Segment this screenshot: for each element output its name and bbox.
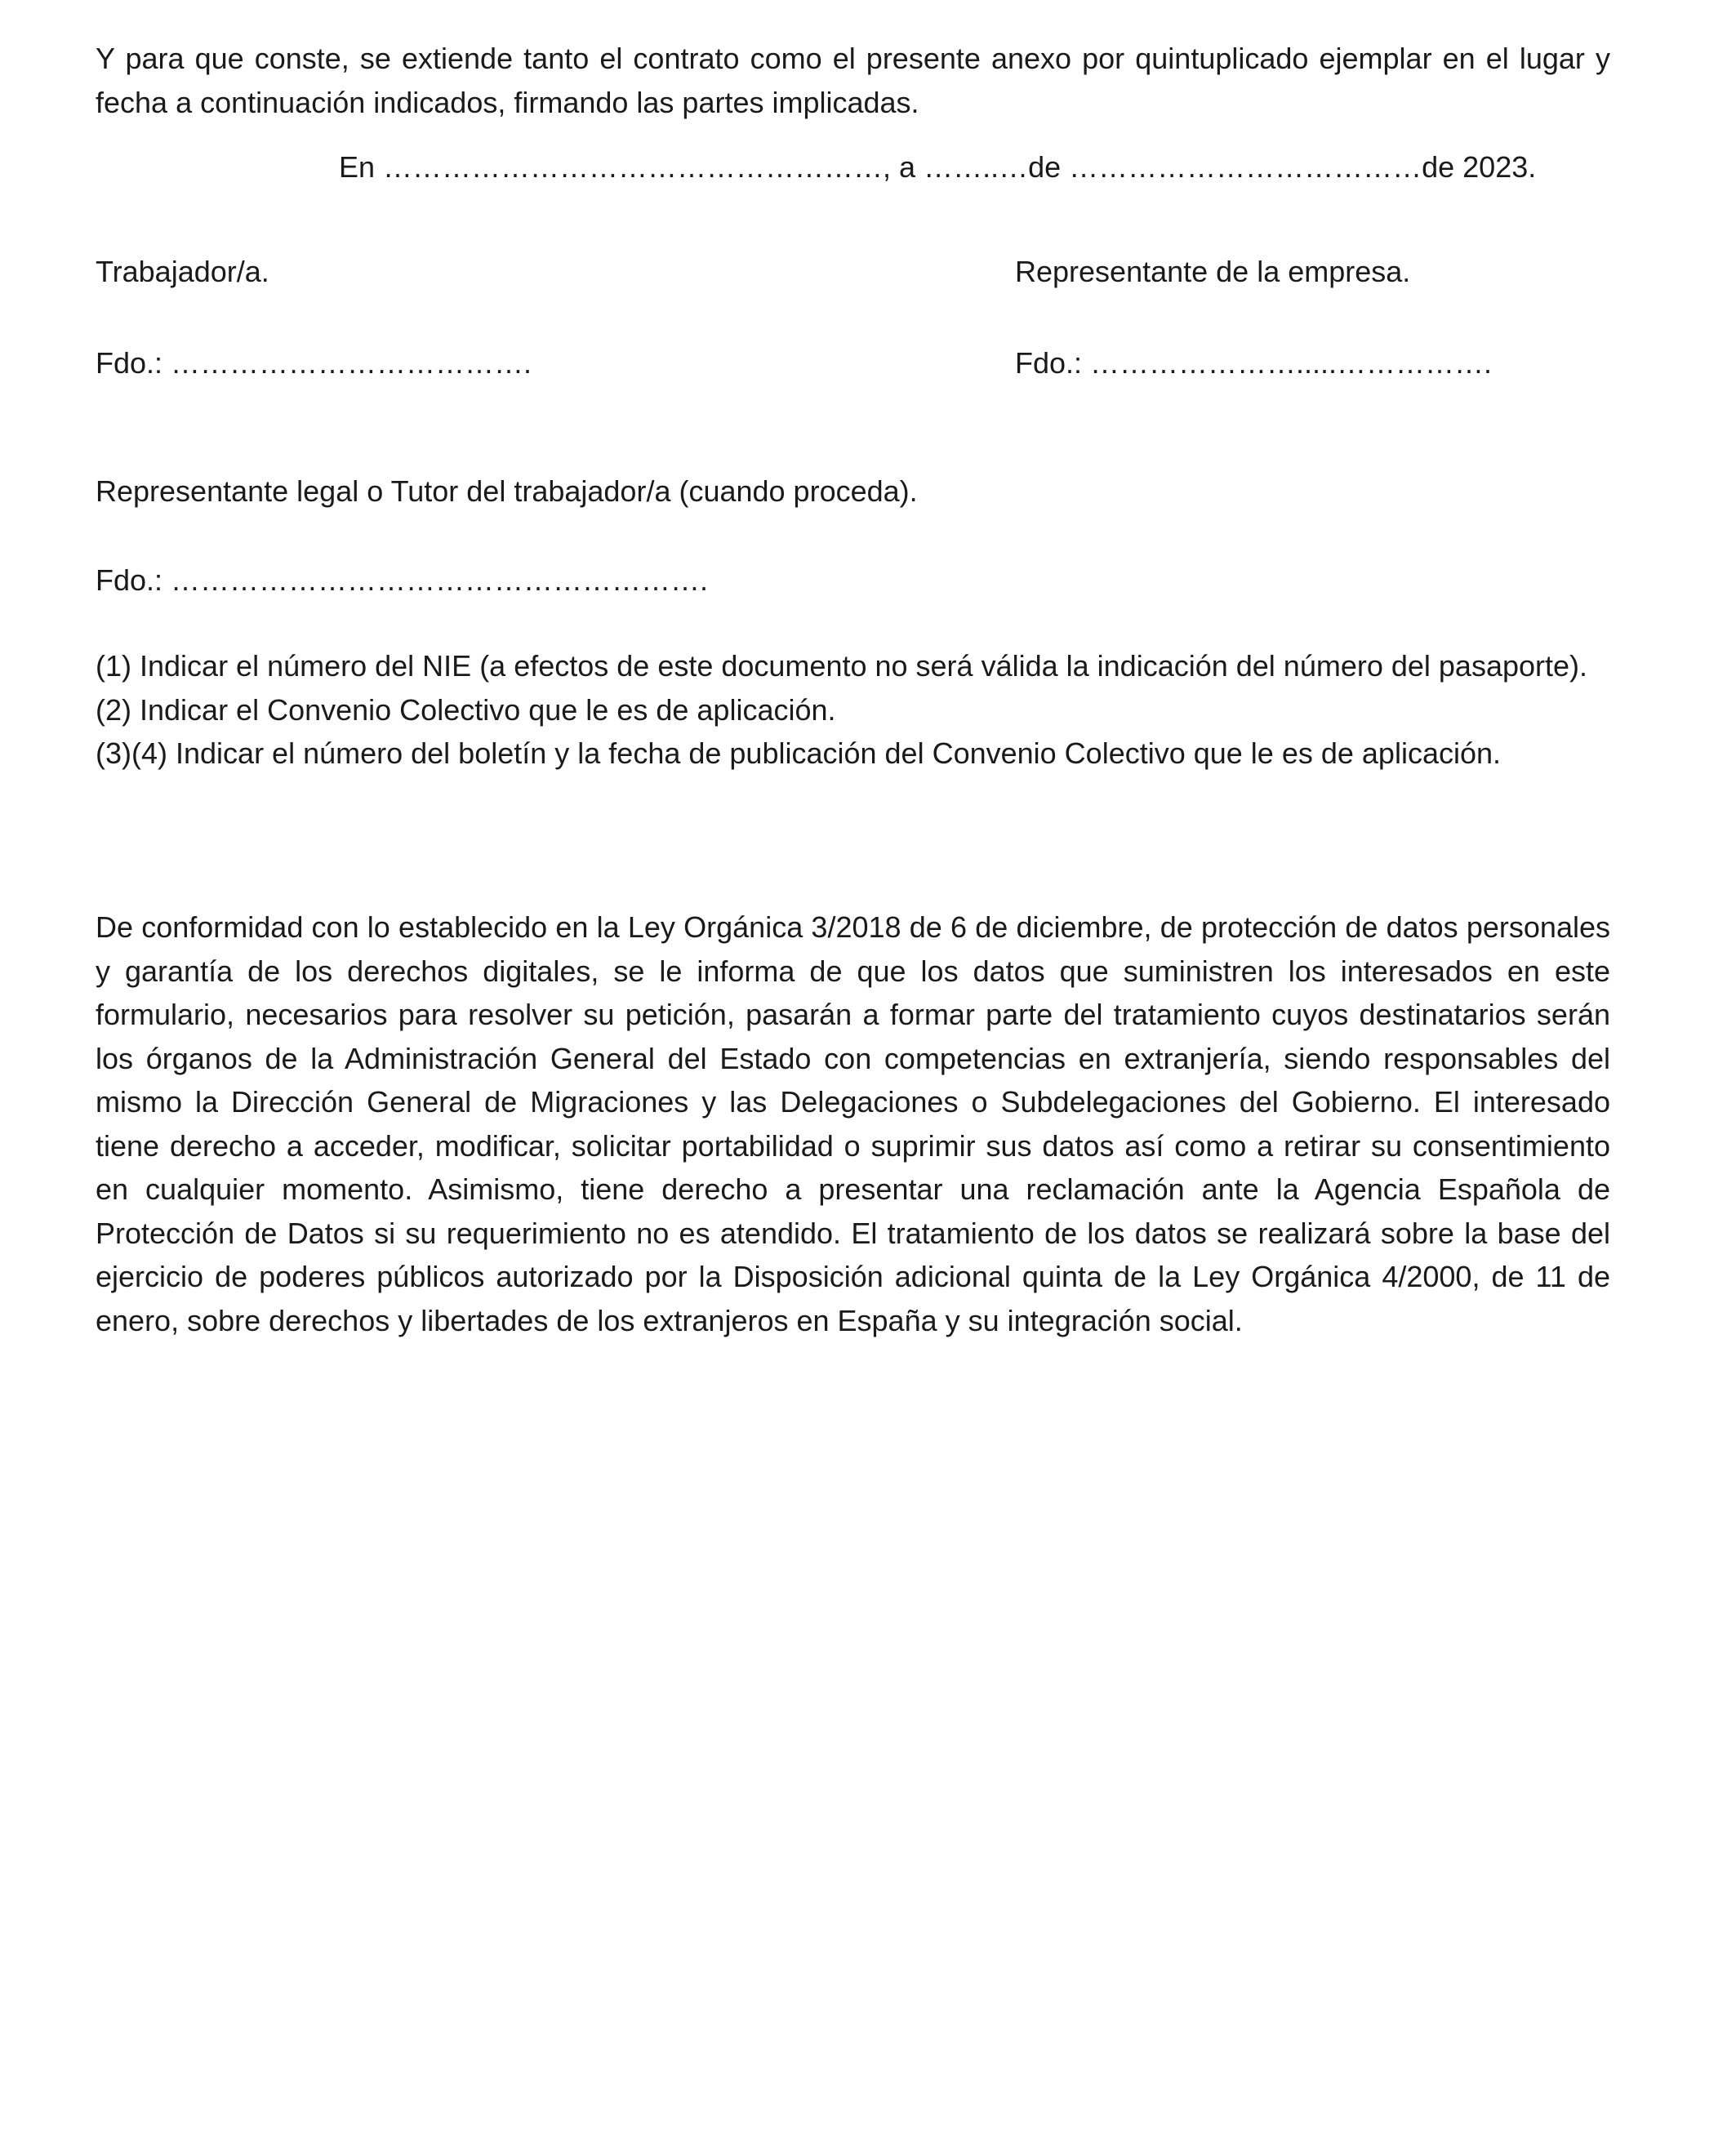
intro-paragraph: Y para que conste, se extiende tanto el contrato como el presente anexo por quintuplicado ejemplar en el lugar y fecha a continuación indicados, firmando las partes implicadas. (96, 42, 1610, 119)
legal-representative-signature-line: Fdo.: ………………………………………………. (96, 563, 709, 597)
footnote-1: (1) Indicar el número del NIE (a efectos de este documento no será válida la indicación del número del pasaporte). (96, 649, 1588, 683)
privacy-notice-paragraph: De conformidad con lo establecido en la Ley Orgánica 3/2018 de 6 de diciembre, de protección de datos personales y garantía de los derechos digitales, se le informa de que los datos que suministren los interesados en este formulario, necesarios para resolver su petición, pasarán a formar parte del tratamiento cuyos destinatarios serán los órganos de la Administración General del Estado con competencias en extranjería, siendo responsables del mismo la Dirección General de Migraciones y las Delegaciones o Subdelegaciones del Gobierno. El interesado tiene derecho a acceder, modificar, solicitar portabilidad o suprimir sus datos así como a retirar su consentimiento en cualquier momento. Asimismo, tiene derecho a presentar una reclamación ante la Agencia Española de Protección de Datos si su requerimiento no es atendido. El tratamiento de los datos se realizará sobre la base del ejercicio de poderes públicos autorizado por la Disposición adicional quinta de la Ley Orgánica 4/2000, de 11 de enero, sobre derechos y libertades de los extranjeros en España y su integración social. (96, 910, 1610, 1337)
footnotes (96, 644, 1610, 776)
company-representative-label: Representante de la empresa. (1015, 255, 1411, 288)
date-place-line: En ……………………………………………, a ……..…de ………………………………de 2023. (339, 150, 1537, 184)
company-signature-line: Fdo.: ………………….....……………. (1015, 346, 1493, 380)
worker-signature-line: Fdo.: ………………………………. (96, 346, 532, 380)
footnote-3-4: (3)(4) Indicar el número del boletín y la fecha de publicación del Convenio Colectivo que le es de aplicación. (96, 736, 1502, 770)
legal-representative-label: Representante legal o Tutor del trabajador/a (cuando proceda). (96, 474, 918, 508)
footnote-2: (2) Indicar el Convenio Colectivo que le es de aplicación. (96, 692, 836, 727)
worker-label: Trabajador/a. (96, 255, 269, 288)
